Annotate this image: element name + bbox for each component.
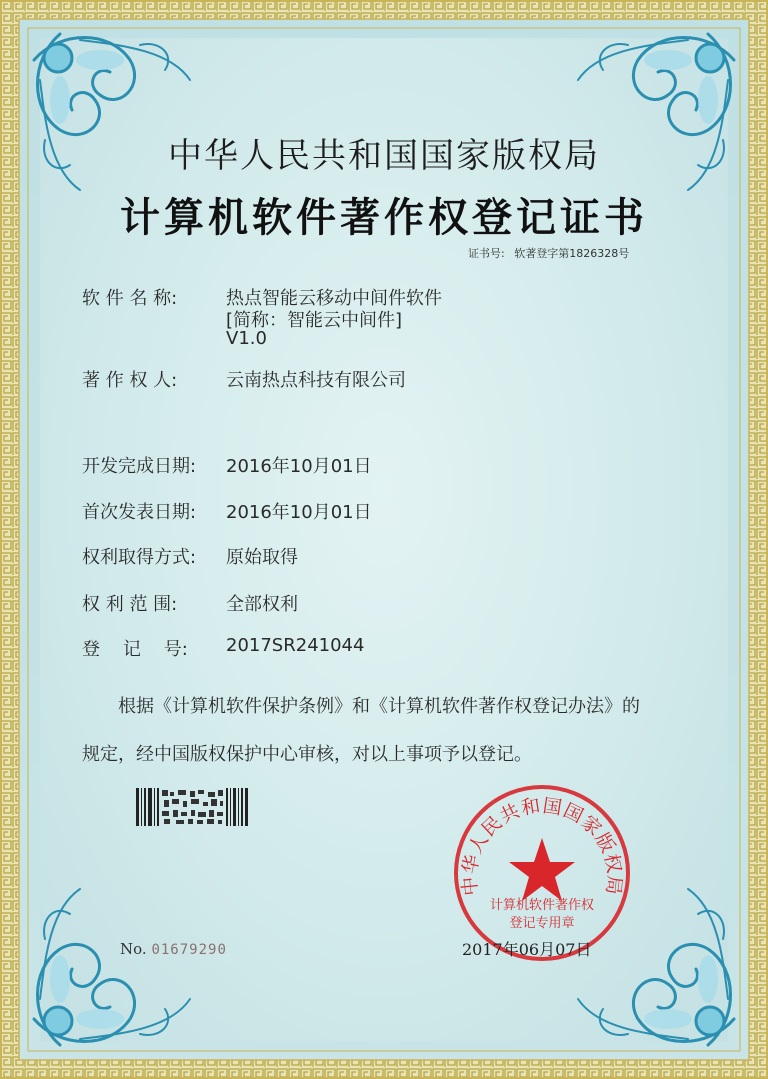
seal-line-1: 计算机软件著作权 [489, 898, 595, 913]
certificate-title: 计算机软件著作权登记证书 [120, 195, 648, 241]
field-label-rights-scope: 权 利 范 围: [82, 594, 178, 615]
field-value-completion-date: 2016年10月01日 [226, 456, 372, 477]
field-label-software-name: 软 件 名 称: [82, 288, 178, 309]
seal-line-2: 登记专用章 [509, 916, 575, 931]
field-label-completion-date: 开发完成日期: [82, 456, 197, 477]
field-value-copyright-owner: 云南热点科技有限公司 [226, 370, 406, 391]
seal-ring-text: 中华人民共和国国家版权局 [458, 794, 626, 897]
field-label-registration-number: 登 记 号: [82, 639, 188, 660]
statement-line-1: 根据《计算机软件保护条例》和《计算机软件著作权登记办法》的 [118, 696, 640, 717]
certificate-number-value: 软著登字第1826328号 [514, 247, 630, 260]
certificate-number-label: 证书号: [468, 247, 505, 260]
field-value-acquisition-method: 原始取得 [226, 547, 298, 568]
field-label-acquisition-method: 权利取得方式: [82, 547, 197, 568]
issuer-title: 中华人民共和国国家版权局 [168, 136, 600, 176]
field-value-software-version: V1.0 [226, 328, 267, 349]
field-value-rights-scope: 全部权利 [226, 594, 298, 615]
issue-date: 2017年06月07日 [462, 940, 592, 959]
serial-number [120, 940, 227, 958]
field-label-publication-date: 首次发表日期: [82, 502, 197, 523]
barcode [136, 788, 248, 826]
field-value-software-short-name: [简称：智能云中间件] [226, 310, 403, 331]
serial-prefix: No. [120, 940, 147, 958]
field-value-publication-date: 2016年10月01日 [226, 502, 372, 523]
certificate-number [468, 245, 629, 261]
field-label-copyright-owner: 著 作 权 人: [82, 370, 178, 391]
statement-line-2: 规定，经中国版权保护中心审核，对以上事项予以登记。 [82, 744, 532, 765]
field-value-registration-number: 2017SR241044 [226, 635, 365, 656]
field-value-software-name: 热点智能云移动中间件软件 [226, 288, 442, 309]
serial-value: 01679290 [151, 942, 227, 958]
